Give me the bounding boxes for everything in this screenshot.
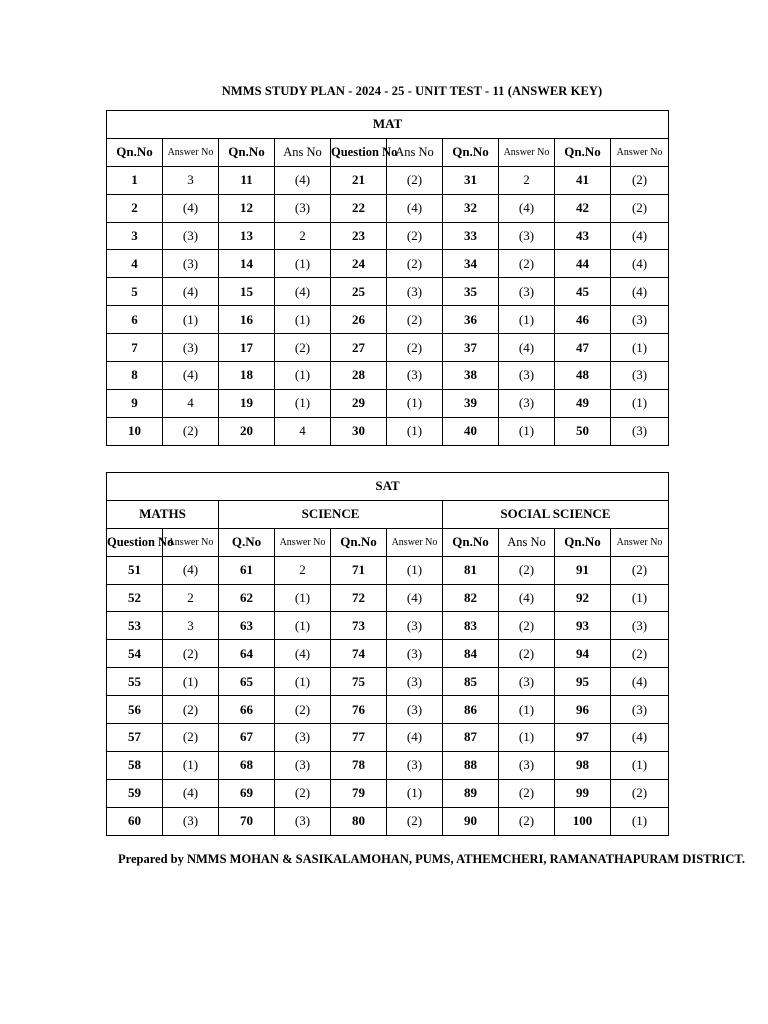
- answer-cell: (2): [163, 724, 219, 752]
- question-number-cell: 38: [443, 362, 499, 390]
- answer-cell: (4): [275, 640, 331, 668]
- answer-cell: (3): [163, 222, 219, 250]
- table-row: [107, 779, 669, 807]
- question-number-cell: 84: [443, 640, 499, 668]
- question-number-cell: 74: [331, 640, 387, 668]
- question-number-cell: 95: [555, 668, 611, 696]
- sat-answer-table: [106, 472, 669, 836]
- answer-cell: (1): [275, 250, 331, 278]
- question-number-cell: 19: [219, 389, 275, 417]
- answer-cell: (2): [387, 222, 443, 250]
- answer-cell: (1): [499, 696, 555, 724]
- answer-cell: 3: [163, 612, 219, 640]
- question-number-cell: 96: [555, 696, 611, 724]
- question-number-cell: 70: [219, 807, 275, 835]
- question-number-cell: 34: [443, 250, 499, 278]
- question-number-cell: 9: [107, 389, 163, 417]
- question-number-cell: 90: [443, 807, 499, 835]
- answer-cell: (2): [499, 612, 555, 640]
- answer-cell: (1): [163, 306, 219, 334]
- column-header: Qn.No: [107, 138, 163, 166]
- answer-cell: (3): [163, 807, 219, 835]
- table-row: [107, 362, 669, 390]
- answer-cell: (2): [499, 556, 555, 584]
- question-number-cell: 67: [219, 724, 275, 752]
- answer-cell: (1): [163, 751, 219, 779]
- question-number-cell: 55: [107, 668, 163, 696]
- question-number-cell: 45: [555, 278, 611, 306]
- question-number-cell: 61: [219, 556, 275, 584]
- question-number-cell: 60: [107, 807, 163, 835]
- answer-cell: (3): [275, 751, 331, 779]
- mat-answer-table: [106, 110, 669, 446]
- answer-cell: (4): [611, 250, 669, 278]
- question-number-cell: 4: [107, 250, 163, 278]
- answer-cell: (1): [275, 668, 331, 696]
- question-number-cell: 2: [107, 194, 163, 222]
- answer-cell: (4): [163, 779, 219, 807]
- question-number-cell: 49: [555, 389, 611, 417]
- answer-cell: 2: [163, 584, 219, 612]
- table-row: [107, 250, 669, 278]
- answer-cell: (1): [387, 556, 443, 584]
- answer-cell: (2): [163, 417, 219, 445]
- question-number-cell: 52: [107, 584, 163, 612]
- answer-cell: 4: [163, 389, 219, 417]
- answer-cell: (3): [499, 389, 555, 417]
- table-row: [107, 807, 669, 835]
- answer-cell: (4): [387, 194, 443, 222]
- answer-cell: (3): [387, 278, 443, 306]
- answer-cell: (4): [275, 166, 331, 194]
- answer-cell: (3): [387, 640, 443, 668]
- answer-cell: (4): [275, 278, 331, 306]
- answer-cell: (4): [163, 556, 219, 584]
- question-number-cell: 58: [107, 751, 163, 779]
- answer-cell: (1): [611, 389, 669, 417]
- answer-cell: (3): [499, 222, 555, 250]
- column-header: Qn.No: [555, 528, 611, 556]
- column-header: Question No: [331, 138, 387, 166]
- prepared-by-note: Prepared by NMMS MOHAN & SASIKALAMOHAN, PUMS, ATHEMCHERI, RAMANATHAPURAM DISTRICT.: [118, 852, 745, 866]
- answer-cell: (4): [611, 668, 669, 696]
- question-number-cell: 1: [107, 166, 163, 194]
- answer-cell: (1): [387, 389, 443, 417]
- question-number-cell: 69: [219, 779, 275, 807]
- question-number-cell: 71: [331, 556, 387, 584]
- question-number-cell: 12: [219, 194, 275, 222]
- question-number-cell: 6: [107, 306, 163, 334]
- question-number-cell: 65: [219, 668, 275, 696]
- question-number-cell: 42: [555, 194, 611, 222]
- answer-cell: (2): [499, 640, 555, 668]
- question-number-cell: 72: [331, 584, 387, 612]
- column-header: Answer No: [499, 138, 555, 166]
- section-science: SCIENCE: [219, 500, 443, 528]
- answer-cell: (3): [611, 306, 669, 334]
- question-number-cell: 91: [555, 556, 611, 584]
- answer-cell: (4): [163, 362, 219, 390]
- answer-cell: 2: [499, 166, 555, 194]
- question-number-cell: 59: [107, 779, 163, 807]
- table-row: [107, 278, 669, 306]
- question-number-cell: 13: [219, 222, 275, 250]
- answer-cell: (3): [163, 250, 219, 278]
- question-number-cell: 20: [219, 417, 275, 445]
- table-row: [107, 696, 669, 724]
- question-number-cell: 31: [443, 166, 499, 194]
- column-header: Answer No: [275, 528, 331, 556]
- question-number-cell: 87: [443, 724, 499, 752]
- answer-cell: (3): [275, 724, 331, 752]
- question-number-cell: 22: [331, 194, 387, 222]
- answer-cell: (2): [275, 779, 331, 807]
- answer-cell: (1): [275, 584, 331, 612]
- answer-cell: 2: [275, 222, 331, 250]
- answer-cell: (1): [499, 417, 555, 445]
- question-number-cell: 5: [107, 278, 163, 306]
- question-number-cell: 75: [331, 668, 387, 696]
- answer-cell: (1): [611, 334, 669, 362]
- answer-cell: (1): [163, 668, 219, 696]
- question-number-cell: 77: [331, 724, 387, 752]
- column-header: Q.No: [219, 528, 275, 556]
- column-header: Qn.No: [443, 528, 499, 556]
- answer-cell: (3): [387, 362, 443, 390]
- table-row: [107, 306, 669, 334]
- question-number-cell: 53: [107, 612, 163, 640]
- question-number-cell: 43: [555, 222, 611, 250]
- question-number-cell: 92: [555, 584, 611, 612]
- answer-cell: (2): [387, 306, 443, 334]
- question-number-cell: 48: [555, 362, 611, 390]
- question-number-cell: 15: [219, 278, 275, 306]
- question-number-cell: 44: [555, 250, 611, 278]
- question-number-cell: 35: [443, 278, 499, 306]
- question-number-cell: 85: [443, 668, 499, 696]
- answer-cell: (2): [499, 250, 555, 278]
- answer-cell: (4): [163, 194, 219, 222]
- question-number-cell: 7: [107, 334, 163, 362]
- answer-cell: (3): [611, 696, 669, 724]
- question-number-cell: 80: [331, 807, 387, 835]
- question-number-cell: 32: [443, 194, 499, 222]
- column-header: Answer No: [387, 528, 443, 556]
- table-row: [107, 612, 669, 640]
- column-header: Qn.No: [443, 138, 499, 166]
- question-number-cell: 50: [555, 417, 611, 445]
- column-header: Answer No: [611, 528, 669, 556]
- answer-cell: (1): [611, 807, 669, 835]
- question-number-cell: 39: [443, 389, 499, 417]
- answer-cell: (3): [275, 194, 331, 222]
- answer-cell: (3): [387, 751, 443, 779]
- question-number-cell: 88: [443, 751, 499, 779]
- table-row: [107, 724, 669, 752]
- question-number-cell: 17: [219, 334, 275, 362]
- answer-cell: (3): [275, 807, 331, 835]
- answer-cell: (2): [275, 696, 331, 724]
- answer-cell: (3): [611, 362, 669, 390]
- question-number-cell: 27: [331, 334, 387, 362]
- answer-cell: (1): [275, 612, 331, 640]
- answer-cell: (1): [387, 417, 443, 445]
- question-number-cell: 28: [331, 362, 387, 390]
- question-number-cell: 64: [219, 640, 275, 668]
- question-number-cell: 21: [331, 166, 387, 194]
- column-header: Question No: [107, 528, 163, 556]
- answer-cell: (4): [611, 724, 669, 752]
- sat-caption-row: [107, 473, 669, 501]
- section-social-science: SOCIAL SCIENCE: [443, 500, 669, 528]
- column-header: Answer No: [163, 138, 219, 166]
- table-row: [107, 668, 669, 696]
- question-number-cell: 30: [331, 417, 387, 445]
- question-number-cell: 51: [107, 556, 163, 584]
- table-row: [107, 584, 669, 612]
- question-number-cell: 82: [443, 584, 499, 612]
- table-row: [107, 166, 669, 194]
- question-number-cell: 76: [331, 696, 387, 724]
- answer-cell: (2): [611, 640, 669, 668]
- column-header: Qn.No: [331, 528, 387, 556]
- column-header: Ans No: [387, 138, 443, 166]
- answer-cell: (1): [387, 779, 443, 807]
- column-header: Qn.No: [219, 138, 275, 166]
- question-number-cell: 93: [555, 612, 611, 640]
- question-number-cell: 56: [107, 696, 163, 724]
- answer-cell: (3): [499, 278, 555, 306]
- answer-cell: (3): [387, 668, 443, 696]
- sat-section-row: [107, 500, 669, 528]
- question-number-cell: 18: [219, 362, 275, 390]
- answer-cell: (1): [499, 306, 555, 334]
- table-row: [107, 194, 669, 222]
- question-number-cell: 8: [107, 362, 163, 390]
- answer-cell: (2): [275, 334, 331, 362]
- column-header: Qn.No: [555, 138, 611, 166]
- question-number-cell: 98: [555, 751, 611, 779]
- answer-cell: (2): [499, 779, 555, 807]
- question-number-cell: 24: [331, 250, 387, 278]
- answer-cell: 2: [275, 556, 331, 584]
- question-number-cell: 26: [331, 306, 387, 334]
- answer-cell: (1): [611, 584, 669, 612]
- question-number-cell: 11: [219, 166, 275, 194]
- question-number-cell: 100: [555, 807, 611, 835]
- answer-cell: (1): [275, 389, 331, 417]
- question-number-cell: 94: [555, 640, 611, 668]
- sat-caption: SAT: [107, 473, 669, 501]
- answer-cell: (4): [611, 222, 669, 250]
- answer-cell: (3): [387, 696, 443, 724]
- answer-cell: (2): [611, 194, 669, 222]
- question-number-cell: 41: [555, 166, 611, 194]
- question-number-cell: 10: [107, 417, 163, 445]
- answer-cell: 4: [275, 417, 331, 445]
- answer-cell: (3): [163, 334, 219, 362]
- question-number-cell: 16: [219, 306, 275, 334]
- question-number-cell: 62: [219, 584, 275, 612]
- answer-cell: (4): [499, 194, 555, 222]
- answer-cell: (3): [499, 668, 555, 696]
- column-header: Answer No: [163, 528, 219, 556]
- answer-cell: (4): [611, 278, 669, 306]
- question-number-cell: 33: [443, 222, 499, 250]
- question-number-cell: 81: [443, 556, 499, 584]
- table-row: [107, 640, 669, 668]
- answer-cell: (4): [387, 584, 443, 612]
- question-number-cell: 46: [555, 306, 611, 334]
- question-number-cell: 73: [331, 612, 387, 640]
- column-header: Ans No: [275, 138, 331, 166]
- question-number-cell: 47: [555, 334, 611, 362]
- column-header: Ans No: [499, 528, 555, 556]
- question-number-cell: 68: [219, 751, 275, 779]
- mat-header-row: [107, 138, 669, 166]
- table-row: [107, 222, 669, 250]
- question-number-cell: 54: [107, 640, 163, 668]
- answer-cell: (4): [163, 278, 219, 306]
- question-number-cell: 79: [331, 779, 387, 807]
- section-maths: MATHS: [107, 500, 219, 528]
- question-number-cell: 36: [443, 306, 499, 334]
- answer-cell: (2): [387, 166, 443, 194]
- column-header: Answer No: [611, 138, 669, 166]
- table-row: [107, 389, 669, 417]
- question-number-cell: 29: [331, 389, 387, 417]
- mat-caption-row: [107, 111, 669, 139]
- answer-cell: (4): [499, 334, 555, 362]
- table-row: [107, 556, 669, 584]
- table-row: [107, 417, 669, 445]
- question-number-cell: 97: [555, 724, 611, 752]
- question-number-cell: 23: [331, 222, 387, 250]
- answer-cell: (3): [499, 751, 555, 779]
- answer-cell: (2): [611, 166, 669, 194]
- answer-cell: (3): [611, 417, 669, 445]
- page-title: NMMS STUDY PLAN - 2024 - 25 - UNIT TEST - 11 (ANSWER KEY): [221, 84, 603, 98]
- table-row: [107, 751, 669, 779]
- question-number-cell: 83: [443, 612, 499, 640]
- question-number-cell: 86: [443, 696, 499, 724]
- answer-cell: (3): [499, 362, 555, 390]
- answer-cell: (2): [611, 556, 669, 584]
- table-row: [107, 334, 669, 362]
- answer-cell: (1): [275, 306, 331, 334]
- question-number-cell: 40: [443, 417, 499, 445]
- answer-cell: (2): [611, 779, 669, 807]
- answer-cell: (2): [499, 807, 555, 835]
- question-number-cell: 3: [107, 222, 163, 250]
- answer-cell: 3: [163, 166, 219, 194]
- question-number-cell: 37: [443, 334, 499, 362]
- answer-cell: (3): [611, 612, 669, 640]
- question-number-cell: 57: [107, 724, 163, 752]
- answer-cell: (1): [499, 724, 555, 752]
- answer-cell: (3): [387, 612, 443, 640]
- answer-cell: (2): [387, 334, 443, 362]
- question-number-cell: 66: [219, 696, 275, 724]
- question-number-cell: 14: [219, 250, 275, 278]
- question-number-cell: 99: [555, 779, 611, 807]
- answer-cell: (1): [611, 751, 669, 779]
- sat-header-row: [107, 528, 669, 556]
- answer-cell: (4): [387, 724, 443, 752]
- question-number-cell: 63: [219, 612, 275, 640]
- answer-cell: (4): [499, 584, 555, 612]
- answer-cell: (2): [163, 696, 219, 724]
- answer-cell: (1): [275, 362, 331, 390]
- mat-caption: MAT: [107, 111, 669, 139]
- answer-cell: (2): [163, 640, 219, 668]
- question-number-cell: 78: [331, 751, 387, 779]
- question-number-cell: 25: [331, 278, 387, 306]
- question-number-cell: 89: [443, 779, 499, 807]
- answer-cell: (2): [387, 250, 443, 278]
- answer-cell: (2): [387, 807, 443, 835]
